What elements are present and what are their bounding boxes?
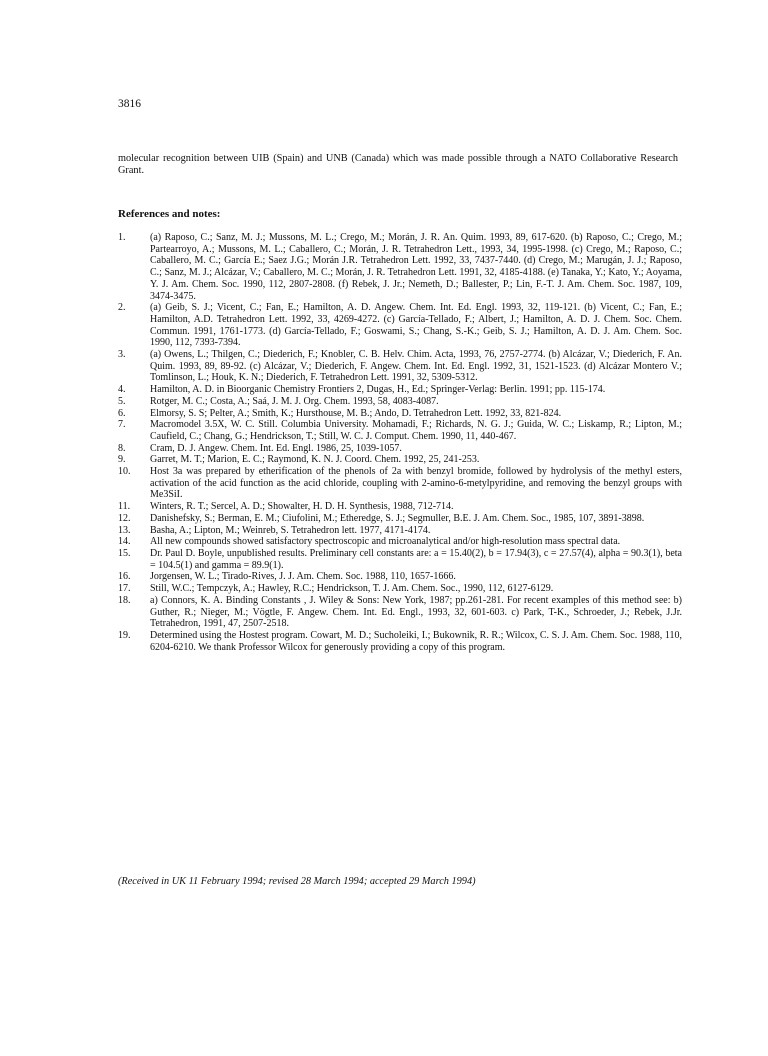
- reference-text: Hamilton, A. D. in Bioorganic Chemistry Frontiers 2, Dugas, H., Ed.; Springer-Verlag: Berlin. 1991; pp. 115-174.: [150, 384, 606, 396]
- reference-item: [118, 443, 682, 455]
- reference-item: [118, 232, 682, 302]
- reference-text: Danishefsky, S.; Berman, E. M.; Ciufolini, M.; Etheredge, S. J.; Segmuller, B.E. J. Am. Chem. Soc., 1985, 107, 3891-3898.: [150, 512, 645, 524]
- reference-number: 11.: [118, 501, 131, 513]
- reference-number: 7.: [118, 419, 126, 431]
- reference-number: 8.: [118, 442, 126, 454]
- reference-number: 3.: [118, 349, 126, 361]
- references-heading: References and notes:: [118, 208, 221, 220]
- reference-list: [118, 232, 682, 653]
- received-dates: (Received in UK 11 February 1994; revised 28 March 1994; accepted 29 March 1994): [118, 876, 476, 887]
- reference-text: Winters, R. T.; Sercel, A. D.; Showalter, H. D. H. Synthesis, 1988, 712-714.: [150, 501, 454, 513]
- reference-text: Cram, D. J. Angew. Chem. Int. Ed. Engl. 1986, 25, 1039-1057.: [150, 442, 402, 454]
- reference-text: Macromodel 3.5X, W. C. Still. Columbia University. Mohamadi, F.; Richards, N. G. J.; Guida, W. C.; Liskamp, R.; Lipton, M.; Caufield, C.; Chang, G.; Hendrickson, T.; Still, W. C. J. Comput. Chem. 1990, 11, 440-467.: [150, 419, 682, 442]
- reference-number: 13.: [118, 524, 131, 536]
- reference-number: 2.: [118, 302, 126, 314]
- acknowledgement-text: molecular recognition between UIB (Spain) and UNB (Canada) which was made possible through a NATO Collaborative Research Grant.: [118, 153, 678, 177]
- reference-number: 17.: [118, 583, 131, 595]
- reference-text: (a) Geib, S. J.; Vicent, C.; Fan, E.; Hamilton, A. D. Angew. Chem. Int. Ed. Engl. 1993, 32, 119-121. (b) Vicent, C.; Fan, E.; Hamilton, A.D. Tetrahedron Lett. 1992, 33, 4269-4272. (c) García-Tellado, F.; Albert, J.; Hamilton, A. D. J. Chem. Soc. Chem. Commun. 1991, 1761-1773. (d) García-Tellado, F.; Goswami, S.; Chang, S.-K.; Geib, S. J.; Hamilton, A. D. J. Am. Chem. Soc. 1990, 112, 7393-7394.: [150, 302, 682, 349]
- reference-number: 10.: [118, 466, 131, 478]
- reference-text: Elmorsy, S. S; Pelter, A.; Smith, K.; Hursthouse, M. B.; Ando, D. Tetrahedron Lett. 1992, 33, 821-824.: [150, 407, 562, 419]
- reference-text: Jorgensen, W. L.; Tirado-Rives, J. J. Am. Chem. Soc. 1988, 110, 1657-1666.: [150, 571, 456, 583]
- reference-text: Rotger, M. C.; Costa, A.; Saá, J. M. J. Org. Chem. 1993, 58, 4083-4087.: [150, 395, 439, 407]
- reference-number: 9.: [118, 454, 126, 466]
- reference-item: [118, 349, 682, 384]
- reference-number: 1.: [118, 232, 126, 243]
- reference-number: 12.: [118, 512, 131, 524]
- reference-item: [118, 302, 682, 349]
- reference-number: 6.: [118, 407, 126, 419]
- reference-item: [118, 396, 682, 408]
- reference-item: [118, 513, 682, 525]
- reference-text: Basha, A.; Lipton, M.; Weinreb, S. Tetrahedron lett. 1977, 4171-4174.: [150, 524, 431, 536]
- reference-item: [118, 408, 682, 420]
- reference-number: 19.: [118, 629, 131, 641]
- reference-number: 14.: [118, 536, 131, 548]
- reference-text: Still, W.C.; Tempczyk, A.; Hawley, R.C.; Hendrickson, T. J. Am. Chem. Soc., 1990, 112, 6127-6129.: [150, 583, 554, 595]
- reference-item: [118, 571, 682, 583]
- reference-number: 4.: [118, 384, 126, 396]
- reference-item: [118, 595, 682, 630]
- reference-item: [118, 419, 682, 442]
- reference-item: [118, 466, 682, 501]
- reference-item: [118, 630, 682, 653]
- reference-item: [118, 384, 682, 396]
- reference-text: (a) Owens, L.; Thilgen, C.; Diederich, F.; Knobler, C. B. Helv. Chim. Acta, 1993, 76, 2757-2774. (b) Alcázar, V.; Diederich, F. An. Quim. 1993, 89, 89-92. (c) Alcázar, V.; Diederich, F. Angew. Chem. Int. Ed. Engl. 1992, 31, 1521-1523. (d) Alcázar Montero V.; Tomlinson, L.; Houk, K. N.; Diederich, F. Tetrahedron Lett. 1991, 32, 5309-5312.: [150, 349, 682, 384]
- reference-number: 18.: [118, 594, 131, 606]
- reference-number: 16.: [118, 571, 131, 583]
- reference-text: (a) Raposo, C.; Sanz, M. J.; Mussons, M. L.; Crego, M.; Morán, J. R. An. Quim. 1993, 89, 617-620. (b) Raposo, C.; Crego, M.; Partearroyo, A.; Mussons, M. L.; Caballero, C.; Morán, J. R. Tetrahedron Lett., 1993, 34, 1995-1998. (c) Crego, M.; Raposo, C.; Caballero, M. C.; García E.; Saez J.G.; Morán J.R. Tetrahedron Lett. 1992, 33, 7437-7440. (d) Crego, M.; Marugán, J. J.; Raposo, C.; Sanz, M. J.; Alcázar, V.; Caballero, M. C.; Morán, J. R. Tetrahedron Lett. 1991, 32, 4185-4188. (e) Tanaka, Y.; Kato, Y.; Aoyama, Y. J. Am. Chem. Soc. 1990, 112, 2807-2808. (f) Rebek, J. Jr.; Nemeth, D.; Ballester, P.; Lin, F.-T. J. Am. Chem. Soc. 1987, 109, 3474-3475.: [150, 232, 682, 302]
- reference-number: 15.: [118, 547, 131, 559]
- reference-text: Host 3a was prepared by etherification of the phenols of 2a with benzyl bromide, followed by hydrolysis of the methyl esters, activation of the acid function as the acid chloride, coupling with 2-amino-6-metylpyridine, and removing the benzyl groups with Me3SiI.: [150, 466, 682, 501]
- reference-text: Garret, M. T.; Marion, E. C.; Raymond, K. N. J. Coord. Chem. 1992, 25, 241-253.: [150, 454, 480, 466]
- reference-text: Determined using the Hostest program. Cowart, M. D.; Sucholeiki, I.; Bukownik, R. R.; Wilcox, C. S. J. Am. Chem. Soc. 1988, 110, 6204-6210. We thank Professor Wilcox for generously providing a copy of this program.: [150, 629, 682, 653]
- reference-item: [118, 583, 682, 595]
- page-number: 3816: [118, 98, 141, 110]
- reference-item: [118, 454, 682, 466]
- reference-text: Dr. Paul D. Boyle, unpublished results. Preliminary cell constants are: a = 15.40(2), b = 17.94(3), c = 27.57(4), alpha = 90.3(1), beta = 104.5(1) and gamma = 89.9(1).: [150, 547, 682, 571]
- reference-number: 5.: [118, 395, 126, 407]
- reference-item: [118, 525, 682, 537]
- reference-item: [118, 536, 682, 548]
- reference-item: [118, 501, 682, 513]
- reference-text: a) Connors, K. A. Binding Constants , J. Wiley & Sons: New York, 1987; pp.261-281. For recent examples of this method see: b) Guther, R.; Nieger, M.; Vögtle, F. Angew. Chem. Int. Ed. Engl., 1993, 32, 601-603. c) Park, T-K., Schroeder, J.; Rebek, J.Jr. Tetrahedron, 1991, 47, 2507-2518.: [150, 594, 682, 630]
- reference-text: All new compounds showed satisfactory spectroscopic and microanalytical and/or high-resolution mass spectral data.: [150, 536, 621, 548]
- reference-item: [118, 548, 682, 571]
